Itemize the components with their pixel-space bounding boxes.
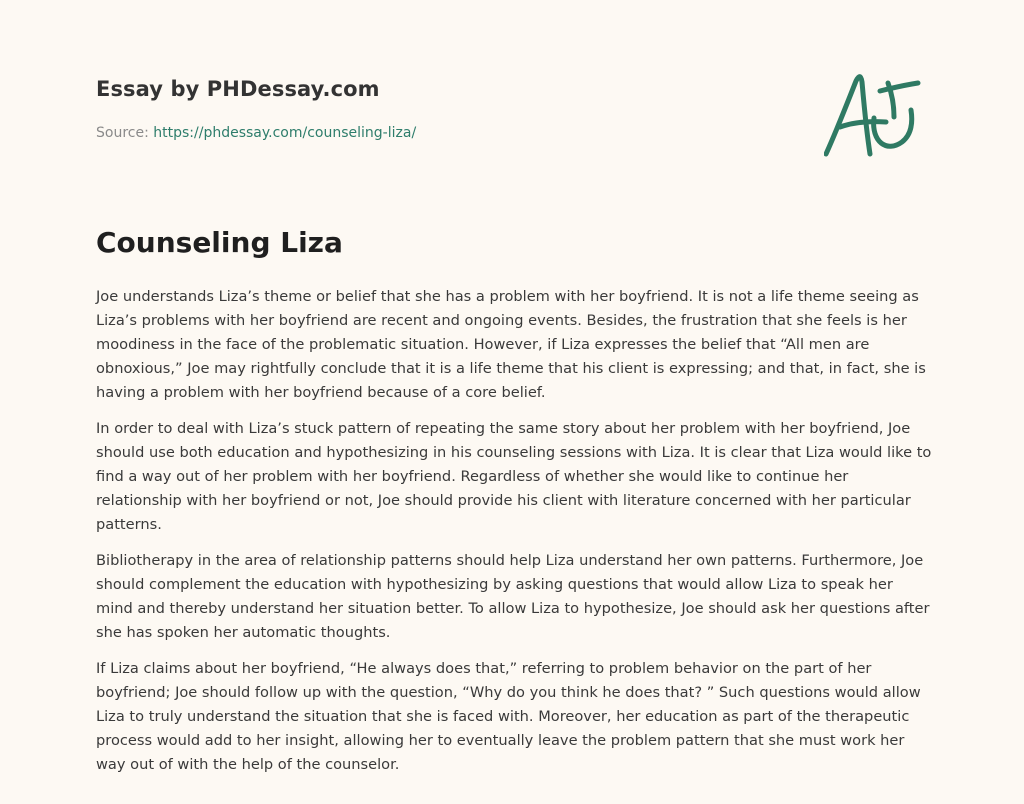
- source-link[interactable]: https://phdessay.com/counseling-liza/: [153, 125, 417, 141]
- essay-body: [96, 285, 932, 789]
- essay-paragraph: If Liza claims about her boyfriend, “He always does that,” referring to problem behavior on the part of her boyfriend; Joe should follow up with the question, “Why do you think he does that? ” Such questions would allow Liza to truly understand the situation that she is faced with. Moreover, her education as part of the therapeutic process would add to her insight, allowing her to eventually leave the problem pattern that she must work her way out of with the help of the counselor.: [96, 660, 921, 773]
- essay-paragraph: Joe understands Liza’s theme or belief that she has a problem with her boyfriend. It is not a life theme seeing as Liza’s problems with her boyfriend are recent and ongoing events. Besides, the frustration that she feels is her moodiness in the face of the problematic situation. However, if Liza expresses the belief that “All men are obnoxious,” Joe may rightfully conclude that it is a life theme that his client is expressing; and that, in fact, she is having a problem with her boyfriend because of a core belief.: [96, 288, 926, 401]
- essay-paragraph: Bibliotherapy in the area of relationship patterns should help Liza understand her own patterns. Furthermore, Joe should complement the education with hypothesizing by asking questions that would allow Liza to speak her mind and thereby understand her situation better. To allow Liza to hypothesize, Joe should ask her questions after she has spoken her automatic thoughts.: [96, 552, 930, 641]
- source-line: [96, 125, 416, 141]
- essay-paragraph: In order to deal with Liza’s stuck pattern of repeating the same story about her problem with her boyfriend, Joe should use both education and hypothesizing in his counseling sessions with Liza. It is clear that Liza would like to find a way out of her problem with her boyfriend. Regardless of whether she would like to continue her relationship with her boyfriend or not, Joe should provide his client with literature concerned with her particular patterns.: [96, 420, 932, 533]
- essay-title: Counseling Liza: [96, 226, 343, 259]
- essay-page: [96, 0, 932, 804]
- a-plus-grade-icon: [824, 70, 928, 162]
- page-header: [96, 72, 932, 192]
- site-brand: Essay by PHDessay.com: [96, 77, 380, 101]
- source-label: Source:: [96, 125, 149, 141]
